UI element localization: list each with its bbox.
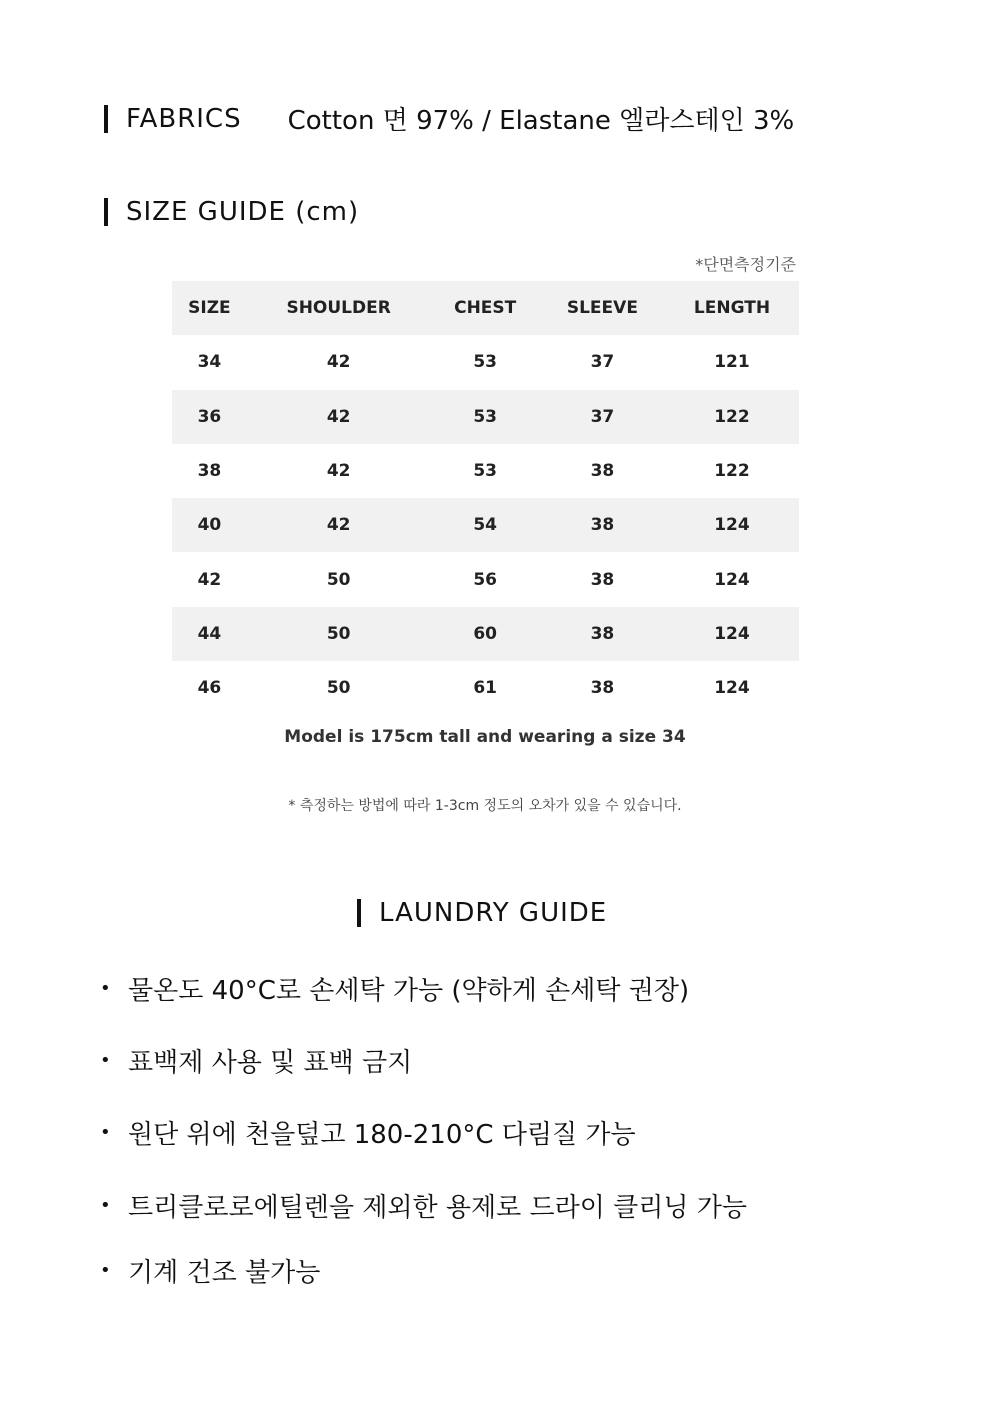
fabrics-label: FABRICS <box>126 103 242 134</box>
table-row <box>172 335 799 389</box>
cell-sleeve: 37 <box>590 406 615 427</box>
cell-chest: 53 <box>473 352 497 373</box>
table-row <box>172 444 799 498</box>
cell-chest: 53 <box>473 406 497 427</box>
column-header-sleeve: SLEEVE <box>566 298 638 319</box>
cell-sleeve: 38 <box>590 461 615 482</box>
section-marker <box>357 899 361 927</box>
section-marker <box>104 105 108 133</box>
size-guide-title: SIZE GUIDE (cm) <box>126 197 360 227</box>
cell-chest: 56 <box>473 569 497 590</box>
cell-size: 42 <box>197 569 222 590</box>
cell-length: 124 <box>714 515 750 536</box>
list-item <box>100 965 747 1011</box>
laundry-item-text: 기계 건조 불가능 <box>128 1257 321 1288</box>
laundry-item-text: 물온도 40°C로 손세탁 가능 (약하게 손세탁 권장) <box>128 975 690 1006</box>
fabrics-value: Cotton 면 97% / Elastane 엘라스테인 3% <box>287 106 795 136</box>
cell-shoulder: 42 <box>326 461 351 482</box>
model-info: Model is 175cm tall and wearing a size 34 <box>284 727 686 747</box>
laundry-item-text: 표백제 사용 및 표백 금지 <box>128 1047 413 1078</box>
cell-sleeve: 38 <box>590 678 615 699</box>
list-item <box>100 1037 747 1083</box>
size-guide-heading <box>104 197 359 227</box>
table-row <box>172 661 799 715</box>
cell-sleeve: 38 <box>590 515 615 536</box>
cell-shoulder: 42 <box>326 515 351 536</box>
cell-length: 122 <box>714 406 750 427</box>
cell-shoulder: 50 <box>326 569 351 590</box>
cell-sleeve: 37 <box>590 352 615 373</box>
cell-chest: 53 <box>473 461 497 482</box>
column-header-chest: CHEST <box>454 298 517 319</box>
measurement-note: *단면측정기준 <box>695 255 796 274</box>
cell-size: 38 <box>197 461 222 482</box>
cell-sleeve: 38 <box>590 623 615 644</box>
cell-length: 124 <box>714 678 750 699</box>
bullet-icon: • <box>100 1121 111 1143</box>
laundry-item-text: 트리클로로에틸렌을 제외한 용제로 드라이 클리닝 가능 <box>128 1192 747 1223</box>
tolerance-note: * 측정하는 방법에 따라 1-3cm 정도의 오차가 있을 수 있습니다. <box>288 798 682 814</box>
column-header-size: SIZE <box>188 298 231 319</box>
bullet-icon: • <box>100 1194 111 1216</box>
laundry-guide-title: LAUNDRY GUIDE <box>379 898 608 928</box>
cell-chest: 60 <box>473 623 497 644</box>
table-row <box>172 498 799 552</box>
cell-size: 46 <box>197 678 222 699</box>
cell-shoulder: 42 <box>326 406 351 427</box>
cell-size: 36 <box>197 406 222 427</box>
cell-size: 40 <box>197 515 222 536</box>
cell-chest: 61 <box>473 678 497 699</box>
table-row <box>172 607 799 661</box>
bullet-icon: • <box>100 977 111 999</box>
list-item <box>100 1109 747 1155</box>
cell-shoulder: 42 <box>326 352 351 373</box>
cell-length: 122 <box>714 461 750 482</box>
cell-length: 124 <box>714 623 750 644</box>
cell-size: 44 <box>197 623 222 644</box>
table-header-row <box>172 281 799 335</box>
list-item <box>100 1247 747 1293</box>
laundry-item-text: 원단 위에 천을덮고 180-210°C 다림질 가능 <box>128 1119 636 1150</box>
column-header-length: LENGTH <box>693 298 771 319</box>
cell-shoulder: 50 <box>326 678 351 699</box>
list-item <box>100 1182 747 1228</box>
size-table <box>172 281 799 715</box>
table-row <box>172 390 799 444</box>
cell-length: 121 <box>714 352 750 373</box>
bullet-icon: • <box>100 1259 111 1281</box>
table-row <box>172 552 799 606</box>
cell-length: 124 <box>714 569 750 590</box>
cell-size: 34 <box>197 352 222 373</box>
cell-chest: 54 <box>473 515 497 536</box>
cell-shoulder: 50 <box>326 623 351 644</box>
laundry-guide-heading <box>357 898 607 928</box>
fabrics-section <box>104 100 794 137</box>
laundry-list <box>100 965 747 1293</box>
column-header-shoulder: SHOULDER <box>286 298 391 319</box>
bullet-icon: • <box>100 1049 111 1071</box>
cell-sleeve: 38 <box>590 569 615 590</box>
section-marker <box>104 198 108 226</box>
